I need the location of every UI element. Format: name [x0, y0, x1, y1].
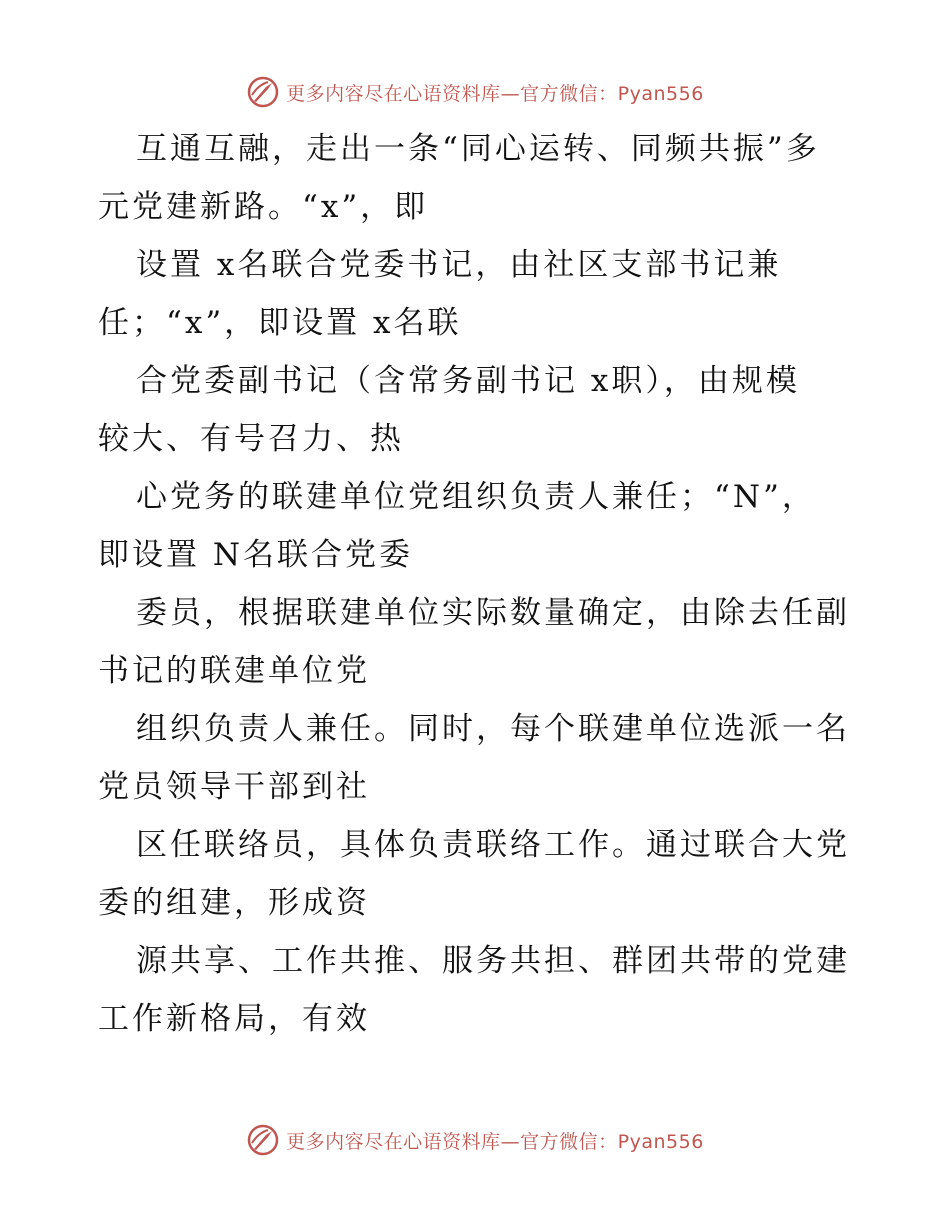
text-line: 合党委副书记（含常务副书记 x职），由规模: [136, 363, 800, 399]
text-line: 源共享、工作共推、服务共担、群团共带的党建: [136, 943, 850, 979]
text-line: 党员领导干部到社: [98, 769, 370, 805]
text-line: 区任联络员，具体负责联络工作。通过联合大党: [136, 827, 850, 863]
text-line: 心党务的联建单位党组织负责人兼任；“N”，: [136, 479, 816, 515]
quill-logo-icon: [246, 1123, 280, 1157]
text-line: 设置 x名联合党委书记，由社区支部书记兼: [136, 247, 782, 283]
quill-logo-icon: [246, 75, 280, 109]
document-body: [98, 120, 858, 1048]
watermark-text: 更多内容尽在心语资料库—官方微信：Pyan556: [286, 1130, 704, 1153]
text-line: 元党建新路。“x”，即: [98, 189, 429, 225]
text-line: 即设置 N名联合党委: [98, 537, 413, 573]
text-line: 委员，根据联建单位实际数量确定，由除去任副: [136, 595, 850, 631]
text-line: 工作新格局，有效: [98, 1001, 370, 1037]
text-line: 组织负责人兼任。同时，每个联建单位选派一名: [136, 711, 850, 747]
text-line: 书记的联建单位党: [98, 653, 370, 689]
text-line: 较大、有号召力、热: [98, 421, 404, 457]
text-line: 任；“x”，即设置 x名联: [98, 305, 462, 341]
header-watermark: [0, 72, 950, 112]
text-line: 互通互融，走出一条“同心运转、同频共振”多: [136, 131, 820, 167]
footer-watermark: [0, 1120, 950, 1160]
text-line: 委的组建，形成资: [98, 885, 370, 921]
watermark-text: 更多内容尽在心语资料库—官方微信：Pyan556: [286, 82, 704, 105]
